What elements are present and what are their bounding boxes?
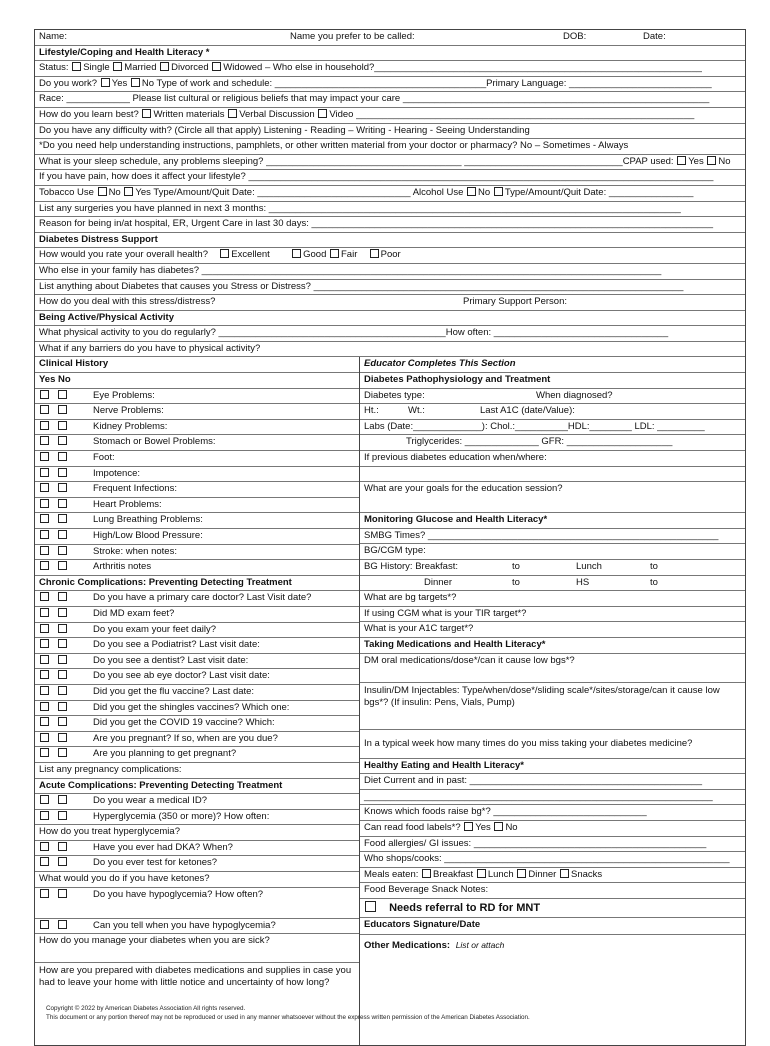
chronic-row (35, 669, 359, 685)
clinical-row (35, 420, 359, 436)
no-checkbox[interactable] (58, 733, 67, 742)
alcohol-type-checkbox[interactable] (494, 187, 503, 196)
clinical-question: Stomach or Bowel Problems: (93, 436, 216, 448)
bgcgm-row[interactable]: BG/CGM type: (360, 544, 745, 560)
medical-id-q: Do you wear a medical ID? (93, 795, 208, 807)
no-checkbox[interactable] (58, 468, 67, 477)
labels-label: Can read food labels*? (364, 821, 461, 833)
clinical-question: Heart Problems: (93, 498, 162, 510)
clinical-title: Clinical History (35, 357, 359, 373)
clinical-question: Stroke: when notes: (93, 545, 177, 557)
work-yes-label: Yes (111, 77, 128, 89)
yes-checkbox[interactable] (40, 733, 49, 742)
yes-checkbox[interactable] (40, 795, 49, 804)
hs-label: HS (576, 576, 590, 588)
acute-title: Acute Complications: Preventing Detecting Treatment (35, 779, 359, 795)
no-checkbox[interactable] (58, 421, 67, 430)
learn-label: How do you learn best? (39, 108, 139, 120)
rate-checkbox[interactable] (330, 249, 339, 258)
yes-no-header (35, 373, 359, 389)
chronic-question: Do you exam your feet daily? (93, 623, 217, 635)
chronic-question: Did MD exam feet? (93, 607, 175, 619)
sleep-field[interactable]: What is your sleep schedule, any problems sleeping? _____________________________________ ______________________________CPAP used: (39, 155, 674, 167)
goals-row[interactable]: What are your goals for the education session? (360, 482, 745, 513)
yes-checkbox[interactable] (40, 561, 49, 570)
chronic-question: Are you pregnant? If so, when are you due? (93, 732, 278, 744)
blank-row[interactable] (360, 467, 745, 483)
chronic-row (35, 747, 359, 763)
lunch-label: Lunch (576, 561, 602, 572)
yes-checkbox[interactable] (40, 702, 49, 711)
learn-field[interactable]: ________________________________________________________________ (356, 108, 695, 120)
no-checkbox[interactable] (58, 842, 67, 851)
meal-opt: Snacks (571, 868, 603, 880)
cpap-no-checkbox[interactable] (707, 156, 716, 165)
clinical-row (35, 451, 359, 467)
oral-row[interactable]: DM oral medications/dose*/can it cause low bgs*? (360, 654, 745, 683)
rate-opt: Fair (341, 249, 358, 261)
work-row (35, 77, 745, 93)
no-checkbox[interactable] (58, 405, 67, 414)
yes-checkbox[interactable] (40, 811, 49, 820)
bghist-label: BG History: Breakfast: (364, 561, 458, 572)
clinical-question: Foot: (93, 452, 115, 464)
ht-row (360, 404, 745, 420)
labels-no: No (505, 821, 518, 833)
yes-checkbox[interactable] (40, 530, 49, 539)
prev-row[interactable]: If previous diabetes education when/where: (360, 451, 745, 467)
raise-row[interactable]: Knows which foods raise bg*? _____________________________ (360, 805, 745, 821)
chronic-row (35, 591, 359, 607)
tobacco-label: Tobacco Use (39, 186, 94, 198)
chronic-question: Do you see a dentist? Last visit date: (93, 654, 249, 666)
educator-column (360, 357, 745, 1045)
yes-checkbox[interactable] (40, 857, 49, 866)
dinner-label: Dinner (424, 576, 452, 588)
a1c-target-row[interactable]: What is your A1C target*? (360, 622, 745, 638)
chronic-row (35, 623, 359, 639)
yes-checkbox[interactable] (40, 655, 49, 664)
chronic-row (35, 716, 359, 732)
clinical-question: Impotence: (93, 467, 140, 479)
cpap-yes-label: Yes (688, 155, 704, 167)
shops-row[interactable]: Who shops/cooks: ______________________________________________________ (360, 852, 745, 868)
clinical-question: Kidney Problems: (93, 420, 168, 432)
yes-checkbox[interactable] (40, 608, 49, 617)
no-checkbox[interactable] (58, 748, 67, 757)
clinical-question: Frequent Infections: (93, 483, 177, 495)
help-row: *Do you need help understanding instructions, pamphlets, or other written material from your doctor or pharmacy? No – Sometimes - Always (35, 139, 745, 155)
tir-row[interactable]: If using CGM what is your TIR target*? (360, 607, 745, 623)
no-checkbox[interactable] (58, 546, 67, 555)
alcohol-field[interactable]: Type/Amount/Quit Date: ________________ (504, 186, 694, 198)
hypoglycemia-q: Do you have hypoglycemia? How often? (93, 888, 264, 900)
alcohol-no-label: No (478, 186, 491, 198)
pain-row[interactable]: If you have pain, how does it affect your lifestyle? ________________________________________________________________________________________ (35, 170, 745, 186)
clinical-row (35, 404, 359, 420)
deal-row (35, 295, 745, 311)
meal-opt: Lunch (487, 868, 514, 880)
food-notes-row[interactable]: Food Beverage Snack Notes: (360, 883, 745, 899)
dka-q: Have you ever had DKA? When? (93, 841, 233, 853)
work-no-checkbox[interactable] (131, 78, 140, 87)
activity-row[interactable]: What physical activity to you do regularly? ___________________________________________How often: _________________________________ (35, 326, 745, 342)
lifestyle-title: Lifestyle/Coping and Health Literacy * (35, 46, 745, 62)
footer (46, 1004, 530, 1022)
no-checkbox[interactable] (58, 857, 67, 866)
no-checkbox[interactable] (58, 686, 67, 695)
yes-checkbox[interactable] (40, 592, 49, 601)
work-no-label: No (141, 77, 155, 89)
work-field[interactable]: Type of work and schedule: ________________________________________Primary Language: ___________________________ (156, 77, 712, 89)
learn-checkbox[interactable] (228, 109, 237, 118)
treat-row[interactable]: How do you treat hyperglycemia? (35, 825, 359, 841)
prefer-label[interactable]: Name you prefer to be called: (290, 31, 415, 42)
difficulty-row: Do you have any difficulty with? (Circle all that apply) Listening - Reading – Writing - Hearing - Seeing Understanding (35, 124, 745, 140)
smbg-row[interactable]: SMBG Times? _______________________________________________________ (360, 529, 745, 545)
labels-row (360, 821, 745, 837)
clinical-row (35, 435, 359, 451)
referral-label: Needs referral to RD for MNT (389, 901, 541, 914)
diet-blank-row[interactable]: __________________________________________________________________ (360, 790, 745, 806)
status-opt: Divorced (171, 62, 209, 74)
yes-checkbox[interactable] (40, 624, 49, 633)
status-checkbox[interactable] (72, 62, 81, 71)
chronic-row (35, 685, 359, 701)
labels-no-checkbox[interactable] (494, 822, 503, 831)
tobacco-no-label: No (108, 186, 121, 198)
stress-row[interactable]: List anything about Diabetes that causes you Stress or Distress? ______________________________________________________________________ (35, 280, 745, 296)
bghist-row-2 (360, 576, 745, 592)
acute-row (35, 856, 359, 872)
clinical-row (35, 498, 359, 514)
referral-row (360, 899, 745, 918)
family-row[interactable]: Who else in your family has diabetes? _______________________________________________________________________________________ (35, 264, 745, 280)
no-checkbox[interactable] (58, 436, 67, 445)
two-column-section (35, 357, 745, 1045)
monitor-title: Monitoring Glucose and Health Literacy* (360, 513, 745, 529)
dob-label[interactable]: DOB: (563, 31, 587, 42)
yes-checkbox[interactable] (40, 889, 49, 898)
no-checkbox[interactable] (58, 592, 67, 601)
targets-row[interactable]: What are bg targets*? (360, 591, 745, 607)
no-header: No (58, 374, 71, 386)
meal-opt: Breakfast (433, 868, 474, 880)
chronic-question: Do you see a Podiatrist? Last visit date: (93, 639, 260, 651)
chronic-title: Chronic Complications: Preventing Detecting Treatment (35, 576, 359, 592)
acute-row (35, 888, 359, 919)
cpap-yes-checkbox[interactable] (677, 156, 686, 165)
learn-row (35, 108, 745, 124)
yes-checkbox[interactable] (40, 686, 49, 695)
a1c-field[interactable]: Last A1C (date/Value): (480, 405, 575, 417)
no-checkbox[interactable] (58, 920, 67, 929)
status-label: Status: (39, 62, 69, 74)
hyperglycemia-q: Hyperglycemia (350 or more)? How often: (93, 810, 270, 822)
yes-checkbox[interactable] (40, 920, 49, 929)
race-row[interactable]: Race: ____________ Please list cultural or religious beliefs that may impact your care __________________________________________________________ (35, 92, 745, 108)
learn-opt: Verbal Discussion (239, 108, 315, 120)
support-field[interactable]: Primary Support Person: (463, 296, 568, 308)
yes-checkbox[interactable] (40, 717, 49, 726)
meals-row (360, 868, 745, 884)
clinical-column (35, 357, 360, 1045)
wt-field[interactable]: Wt.: (408, 405, 425, 417)
yes-checkbox[interactable] (40, 405, 49, 414)
clinical-row (35, 482, 359, 498)
no-checkbox[interactable] (58, 452, 67, 461)
sleep-row (35, 155, 745, 171)
rate-checkbox[interactable] (220, 249, 229, 258)
no-checkbox[interactable] (58, 655, 67, 664)
reason-row[interactable]: Reason for being in/at hospital, ER, Urgent Care in last 30 days: ____________________________________________________________________________ (35, 217, 745, 233)
meal-checkbox[interactable] (560, 869, 569, 878)
no-checkbox[interactable] (58, 608, 67, 617)
yes-checkbox[interactable] (40, 842, 49, 851)
clinical-question: Nerve Problems: (93, 405, 164, 417)
clinical-row (35, 467, 359, 483)
allergy-row[interactable]: Food allergies/ GI issues: ____________________________________________ (360, 837, 745, 853)
chronic-list (35, 591, 359, 763)
status-checkbox[interactable] (160, 62, 169, 71)
type-row (360, 389, 745, 405)
clinical-row (35, 529, 359, 545)
to-label: to (512, 576, 520, 588)
rate-opt: Good (303, 249, 327, 261)
rate-checkbox[interactable] (292, 249, 301, 258)
no-checkbox[interactable] (58, 561, 67, 570)
pregnancy-row[interactable]: List any pregnancy complications: (35, 763, 359, 779)
labels-yes: Yes (475, 821, 491, 833)
meds-title: Taking Medications and Health Literacy* (360, 638, 745, 654)
clinical-row (35, 389, 359, 405)
status-opt: Widowed (223, 62, 263, 74)
meals-label: Meals eaten: (364, 868, 419, 880)
rate-label: How would you rate your overall health? (39, 249, 208, 261)
chronic-question: Did you get the flu vaccine? Last date: (93, 685, 255, 697)
no-checkbox[interactable] (58, 390, 67, 399)
no-checkbox[interactable] (58, 889, 67, 898)
copyright: Copyright © 2022 by American Diabetes Association All rights reserved. (46, 1005, 246, 1012)
chronic-question: Are you planning to get pregnant? (93, 748, 237, 760)
status-checkbox[interactable] (113, 62, 122, 71)
type-field[interactable]: Diabetes type: (364, 389, 425, 401)
no-checkbox[interactable] (58, 670, 67, 679)
header-row (35, 30, 745, 46)
ketones-q: Do you ever test for ketones? (93, 857, 218, 869)
hypo-tell-q: Can you tell when you have hypoglycemia? (93, 919, 276, 931)
chronic-question: Did you get the shingles vaccines? Which one: (93, 701, 290, 713)
learn-checkbox[interactable] (142, 109, 151, 118)
yes-checkbox[interactable] (40, 514, 49, 523)
status-opt: Single (83, 62, 110, 74)
ht-field[interactable]: Ht.: (364, 405, 379, 417)
diet-row[interactable]: Diet Current and in past: ____________________________________________ (360, 774, 745, 790)
acute-row (35, 919, 359, 935)
chronic-question: Do you see ab eye doctor? Last visit date: (93, 670, 270, 682)
status-checkbox[interactable] (212, 62, 221, 71)
yes-checkbox[interactable] (40, 468, 49, 477)
no-checkbox[interactable] (58, 499, 67, 508)
other-meds-label: Other Medications: (364, 939, 451, 951)
no-checkbox[interactable] (58, 702, 67, 711)
rate-opt: Poor (380, 249, 401, 261)
barriers-row[interactable]: What if any barriers do you have to physical activity? (35, 342, 745, 358)
yes-checkbox[interactable] (40, 483, 49, 492)
miss-row[interactable]: In a typical week how many times do you miss taking your diabetes medicine? (360, 730, 745, 759)
clinical-list (35, 389, 359, 576)
meal-opt: Dinner (528, 868, 557, 880)
learn-opt: Video (329, 108, 354, 120)
active-title: Being Active/Physical Activity (35, 311, 745, 327)
acute-row (35, 810, 359, 826)
yes-checkbox[interactable] (40, 546, 49, 555)
no-checkbox[interactable] (58, 811, 67, 820)
status-opt: Married (124, 62, 157, 74)
intake-form (34, 29, 746, 1046)
clinical-row (35, 560, 359, 576)
other-meds-row (360, 935, 745, 955)
chronic-row (35, 654, 359, 670)
no-checkbox[interactable] (58, 639, 67, 648)
work-label: Do you work? (39, 77, 98, 89)
rate-row (35, 248, 745, 264)
rate-opt: Excellent (231, 249, 270, 261)
no-checkbox[interactable] (58, 483, 67, 492)
other-meds-hint: List or attach (455, 939, 505, 950)
prepared-row[interactable]: How are you prepared with diabetes medications and supplies in case you had to leave your home with little notice and uncertainty of how long? (39, 965, 352, 989)
name-label[interactable]: Name: (39, 31, 67, 42)
yes-header: Yes (39, 374, 56, 386)
yes-checkbox[interactable] (40, 421, 49, 430)
no-checkbox[interactable] (58, 624, 67, 633)
clinical-question: High/Low Blood Pressure: (93, 530, 203, 541)
yes-checkbox[interactable] (40, 390, 49, 399)
yes-checkbox[interactable] (40, 436, 49, 445)
clinical-question: Arthritis notes (93, 561, 152, 573)
labels-yes-checkbox[interactable] (464, 822, 473, 831)
learn-opt: Written materials (153, 108, 225, 120)
status-row (35, 61, 745, 77)
meal-checkbox[interactable] (517, 869, 526, 878)
notice: This document or any portion thereof may not be reproduced or used in any manner whatsoever without the express written permission of the American Diabetes Association. (46, 1014, 530, 1021)
yes-checkbox[interactable] (40, 452, 49, 461)
no-checkbox[interactable] (58, 530, 67, 539)
chronic-row (35, 732, 359, 748)
chronic-row (35, 607, 359, 623)
date-label[interactable]: Date: (643, 31, 666, 42)
yes-checkbox[interactable] (40, 748, 49, 757)
learn-checkbox[interactable] (318, 109, 327, 118)
insulin-row[interactable]: Insulin/DM Injectables: Type/when/dose*/sliding scale*/sites/storage/can it cause low bgs*? (If insulin: Pens, Vials, Pump) (360, 683, 745, 730)
rate-checkbox[interactable] (370, 249, 379, 258)
referral-checkbox[interactable] (365, 901, 376, 912)
yes-checkbox[interactable] (40, 670, 49, 679)
trig-row[interactable]: Triglycerides: ______________ GFR: ____________________ (360, 435, 745, 451)
to-label: to (512, 561, 520, 572)
clinical-row (35, 513, 359, 529)
to-label: to (650, 561, 658, 572)
clinical-question: Eye Problems: (93, 389, 155, 401)
alcohol-no-checkbox[interactable] (467, 187, 476, 196)
yes-checkbox[interactable] (40, 499, 49, 508)
eating-title: Healthy Eating and Health Literacy* (360, 759, 745, 775)
ketones-do-row[interactable]: What would you do if you have ketones? (35, 872, 359, 888)
chronic-question: Do you have a primary care doctor? Last Visit date? (93, 592, 312, 604)
cpap-no-label: No (718, 155, 731, 167)
tobacco-row (35, 186, 745, 202)
acute-row (35, 841, 359, 857)
chronic-row (35, 638, 359, 654)
no-checkbox[interactable] (58, 717, 67, 726)
tobacco-no-checkbox[interactable] (98, 187, 107, 196)
tobacco-yes-checkbox[interactable] (124, 187, 133, 196)
meal-checkbox[interactable] (477, 869, 486, 878)
meal-checkbox[interactable] (422, 869, 431, 878)
alcohol-label: Alcohol Use (412, 186, 464, 198)
distress-title: Diabetes Distress Support (35, 233, 745, 249)
diagnosed-field[interactable]: When diagnosed? (536, 389, 613, 401)
to-label: to (650, 576, 658, 588)
no-checkbox[interactable] (58, 795, 67, 804)
surgeries-row[interactable]: List any surgeries you have planned in next 3 months: ______________________________________________________________________________ (35, 202, 745, 218)
yes-checkbox[interactable] (40, 639, 49, 648)
tobacco-field[interactable]: Yes Type/Amount/Quit Date: _____________________________ (135, 186, 411, 198)
clinical-row (35, 545, 359, 561)
labs-row[interactable]: Labs (Date:_____________): Chol.:__________HDL:________ LDL: _________ (360, 420, 745, 436)
work-yes-checkbox[interactable] (101, 78, 110, 87)
educator-title: Educator Completes This Section (360, 357, 745, 373)
signature-row[interactable]: Educators Signature/Date (360, 918, 745, 935)
patho-title: Diabetes Pathophysiology and Treatment (360, 373, 745, 389)
bghist-row (360, 560, 745, 576)
chronic-question: Did you get the COVID 19 vaccine? Which: (93, 717, 275, 729)
deal-field[interactable]: How do you deal with this stress/distress? (39, 296, 216, 308)
acute-row (35, 794, 359, 810)
sick-row[interactable]: How do you manage your diabetes when you are sick? (35, 934, 359, 963)
clinical-question: Lung Breathing Problems: (93, 514, 203, 526)
household-field[interactable]: – Who else in household?______________________________________________________________ (264, 62, 702, 74)
chronic-row (35, 701, 359, 717)
no-checkbox[interactable] (58, 514, 67, 523)
